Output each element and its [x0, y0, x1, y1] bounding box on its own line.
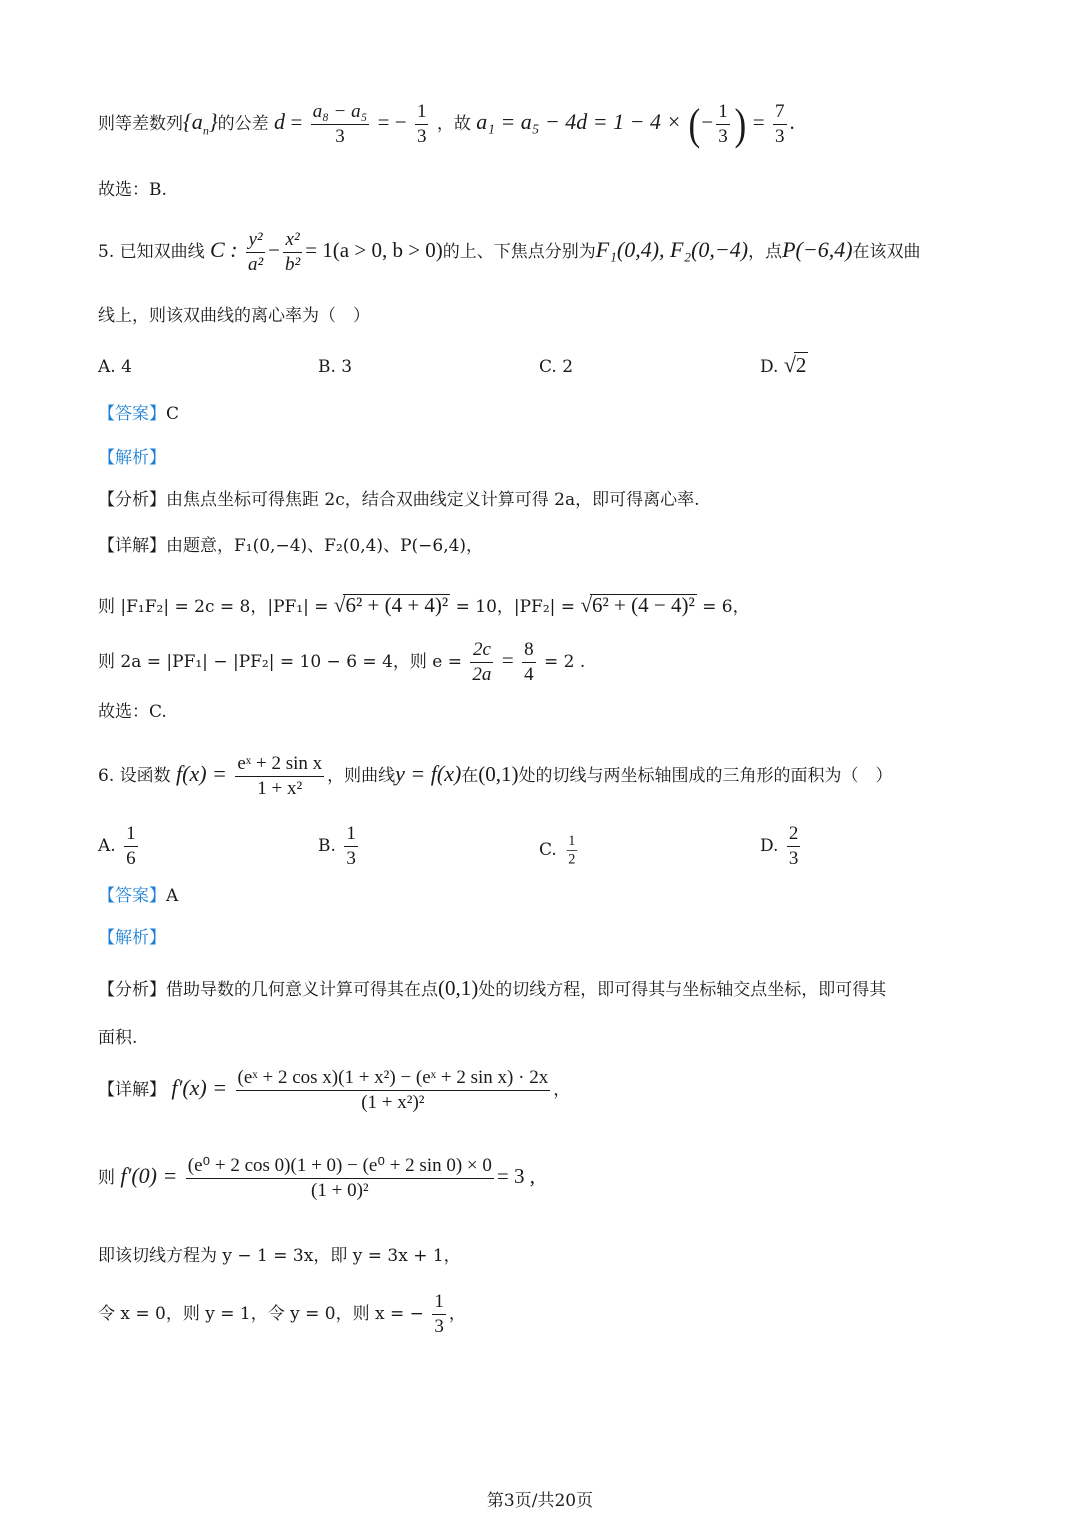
q6-stem: 6. 设函数 f(x) = $\frac{\text{eˣ + 2 sin x}}{\text{1 + x²}}$ ，则曲线y = f(x)在(0,1)处的切线与两坐标轴围成的三角形的面积为（ ） — [98, 753, 893, 799]
fraction-seven-thirds: $\frac{7}{3}$ — [775, 101, 785, 147]
q4-choice: 故选：B. — [98, 180, 167, 200]
q6-option-d: D. $\frac{2}{3}$ — [760, 823, 799, 869]
q5-xiangjie-3: 则 2a = |PF₁| − |PF₂| = 10 − 6 = 4，则 e = $\frac{2c}{2a}$ = $\frac{8}{4}$ = 2 . — [98, 639, 586, 685]
q5-xiangjie-2: 则 |F₁F₂| = 2c = 8，|PF₁| = √6² + (4 + 4)² = 10，|PF₂| = √6² + (4 − 4)² = 6， — [98, 593, 750, 617]
q5-analysis-tag: 【解析】 — [98, 448, 166, 468]
fraction-one-third-2: $\frac{1}{3}$ — [718, 101, 728, 147]
q5-option-c: C. 2 — [539, 357, 574, 377]
q6-analysis-tag: 【解析】 — [98, 928, 166, 948]
q5-xiangjie-1: 【详解】由题意，F₁(0,−4)、F₂(0,4)、P(−6,4)， — [98, 536, 484, 556]
q6-fenxi-2: 面积. — [98, 1028, 138, 1048]
q5-answer: 【答案】C — [98, 404, 180, 424]
q5-fenxi: 【分析】由焦点坐标可得焦距 2c，结合双曲线定义计算可得 2a，即可得离心率. — [98, 490, 700, 510]
q6-tangent-line: 即该切线方程为 y − 1 = 3x，即 y = 3x + 1， — [98, 1246, 461, 1266]
fraction-one-third: $\frac{1}{3}$ — [416, 101, 427, 147]
q5-stem-line1: 5. 已知双曲线 C : $\frac{\text{y²}}{\text{a²}}$ − $\frac{\text{x²}}{\text{b²}}$ = 1(a > 0, b > 0)的上、下焦点分别为F₁(0,4), F₂(0,−4)，点P(−6,4)在该双曲 — [98, 229, 921, 275]
q6-option-a: A. $\frac{1}{6}$ — [98, 823, 136, 869]
q5-choice: 故选：C. — [98, 702, 167, 722]
q6-option-b: B. $\frac{1}{3}$ — [318, 823, 356, 869]
q6-f-prime-zero: 则 f′(0) = $\frac{\text{(e⁰ + 2 cos 0)(1 + 0) − (e⁰ + 2 sin 0) × 0}}{\text{(1 + 0)²}}$ = 3 , — [98, 1155, 535, 1201]
q5-option-d: D. √2 — [760, 352, 807, 377]
q5-stem-line2: 线上，则该双曲线的离心率为（ ） — [98, 306, 370, 326]
q6-fenxi-1: 【分析】借助导数的几何意义计算可得其在点(0,1)处的切线方程，即可得其与坐标轴交点坐标，即可得其 — [98, 976, 887, 1000]
q6-derivative: 【详解】 f′(x) = $\frac{\text{(eˣ + 2 cos x)(1 + x²) − (eˣ + 2 sin x) · 2x}}{\text{(1 + x²)²}}$ ， — [98, 1067, 571, 1113]
q6-option-c: C. $\frac{1}{2}$ — [539, 832, 576, 868]
q4-difference-line: 则等差数列$\{a_n\}$的公差 d = $\frac{\text{a₈ − a₅}}{3}$ = − $\frac{1}{3}$ ，故 a₁ = a₅ − 4d = 1 − 4 × (− $\frac{1}{3}$ ) = $\frac{7}{3}$ . — [98, 99, 795, 149]
q6-intercepts: 令 x = 0，则 y = 1，令 y = 0，则 x = − $\frac{1}{3}$ ， — [98, 1291, 466, 1337]
page-footer: 第3页/共20页 — [486, 1491, 594, 1511]
q5-option-b: B. 3 — [318, 357, 353, 377]
q6-answer: 【答案】A — [98, 886, 179, 906]
fraction-a8-a5: $\frac{\text{a₈ − a₅}}{3}$ — [312, 101, 368, 147]
q5-option-a: A. 4 — [98, 357, 132, 377]
